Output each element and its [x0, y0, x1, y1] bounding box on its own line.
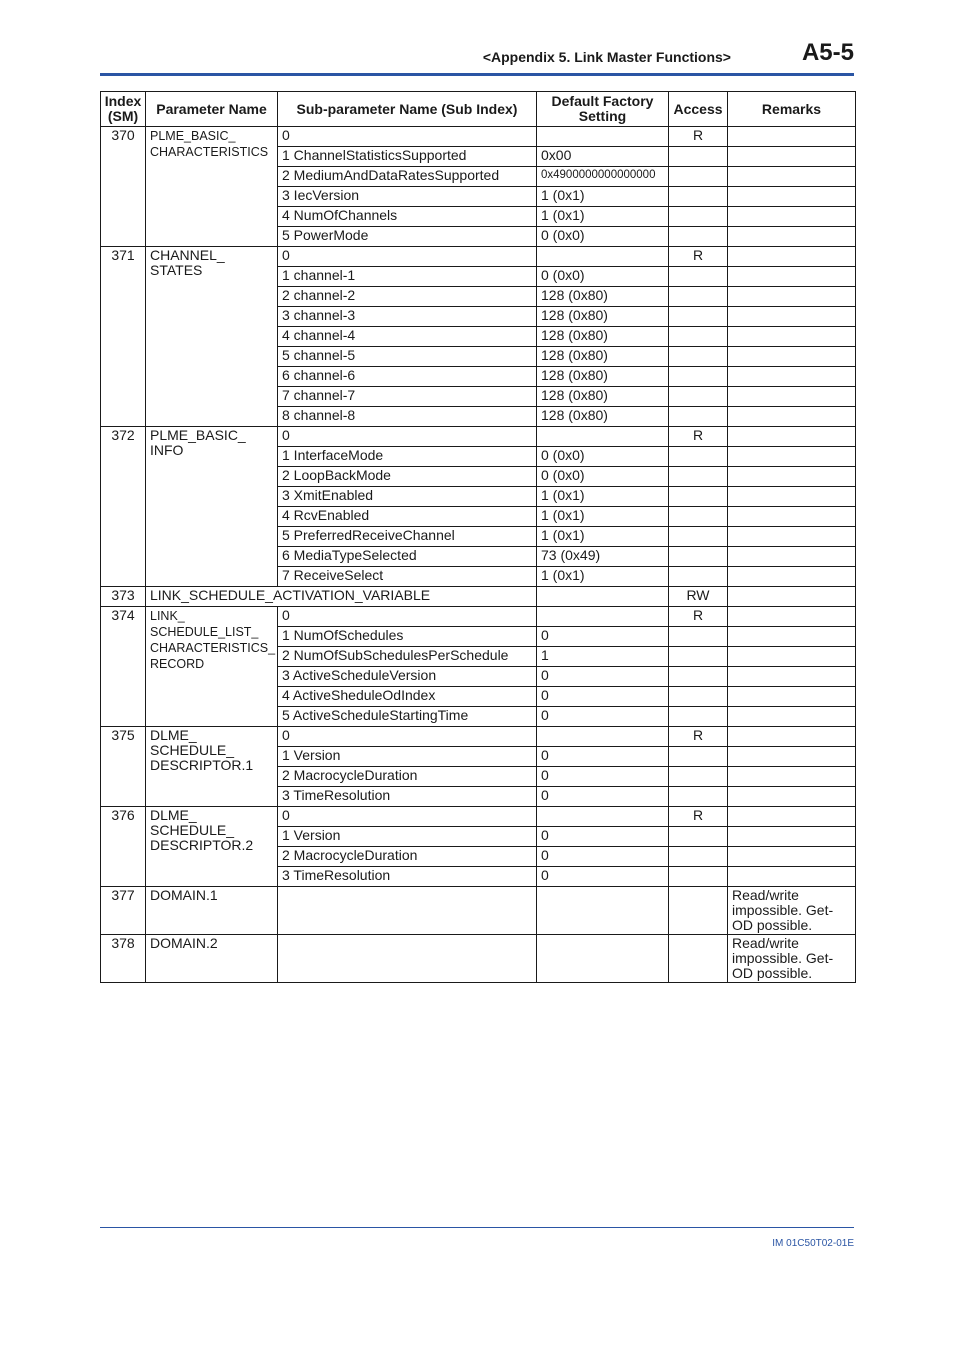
- sub-parameter-cell: 0: [278, 807, 537, 827]
- sub-parameter-cell: 0: [278, 727, 537, 747]
- sub-parameter-cell: 6 MediaTypeSelected: [278, 547, 537, 567]
- sub-parameter-cell: 3 TimeResolution: [278, 787, 537, 807]
- index-cell: 377: [101, 887, 146, 935]
- default-setting-cell: [537, 127, 669, 147]
- default-setting-cell: 0: [537, 847, 669, 867]
- sub-parameter-cell: 4 ActiveSheduleOdIndex: [278, 687, 537, 707]
- index-cell: 378: [101, 935, 146, 983]
- remarks-cell: [728, 287, 856, 307]
- default-setting-cell: 0x4900000000000000: [537, 167, 669, 187]
- default-setting-cell: 0: [537, 767, 669, 787]
- index-cell: 373: [101, 587, 146, 607]
- remarks-cell: [728, 647, 856, 667]
- table-row: [101, 887, 856, 935]
- default-setting-cell: 0 (0x0): [537, 227, 669, 247]
- sub-parameter-cell: 2 MacrocycleDuration: [278, 767, 537, 787]
- parameter-table: [100, 91, 856, 983]
- index-cell: 371: [101, 247, 146, 427]
- sub-parameter-cell: 1 Version: [278, 747, 537, 767]
- parameter-name-cell: PLME_BASIC_ INFO: [146, 427, 278, 587]
- default-setting-cell: [537, 587, 669, 607]
- access-cell: [669, 887, 728, 935]
- default-setting-cell: 0x00: [537, 147, 669, 167]
- table-row: [101, 127, 856, 147]
- access-cell: R: [669, 807, 728, 827]
- access-cell: [669, 147, 728, 167]
- remarks-cell: [728, 667, 856, 687]
- access-cell: [669, 447, 728, 467]
- sub-parameter-cell: 5 PowerMode: [278, 227, 537, 247]
- access-cell: [669, 935, 728, 983]
- table-row: [101, 587, 856, 607]
- remarks-cell: Read/write impossible. Get-OD possible.: [728, 887, 856, 935]
- default-setting-cell: [537, 807, 669, 827]
- parameter-name-cell: LINK_SCHEDULE_ACTIVATION_VARIABLE: [146, 587, 537, 607]
- remarks-cell: [728, 187, 856, 207]
- remarks-cell: [728, 127, 856, 147]
- table-row: [101, 727, 856, 747]
- default-setting-cell: 0: [537, 747, 669, 767]
- remarks-cell: [728, 147, 856, 167]
- remarks-cell: [728, 807, 856, 827]
- parameter-name-cell: PLME_BASIC_ CHARACTERISTICS: [146, 127, 278, 247]
- default-setting-cell: [537, 727, 669, 747]
- sub-parameter-cell: 1 InterfaceMode: [278, 447, 537, 467]
- access-cell: R: [669, 427, 728, 447]
- remarks-cell: [728, 707, 856, 727]
- sub-parameter-cell: 7 channel-7: [278, 387, 537, 407]
- sub-parameter-cell: 8 channel-8: [278, 407, 537, 427]
- access-cell: R: [669, 127, 728, 147]
- access-cell: [669, 307, 728, 327]
- remarks-cell: [728, 747, 856, 767]
- access-cell: [669, 327, 728, 347]
- sub-parameter-cell: [278, 935, 537, 983]
- remarks-cell: [728, 687, 856, 707]
- access-cell: [669, 767, 728, 787]
- index-cell: 375: [101, 727, 146, 807]
- access-cell: [669, 487, 728, 507]
- column-header-parameter-name: Parameter Name: [146, 92, 278, 127]
- default-setting-cell: 128 (0x80): [537, 307, 669, 327]
- default-setting-cell: 128 (0x80): [537, 367, 669, 387]
- table-row: [101, 607, 856, 627]
- remarks-cell: [728, 527, 856, 547]
- access-cell: R: [669, 607, 728, 627]
- default-setting-cell: 0 (0x0): [537, 467, 669, 487]
- default-setting-cell: 0: [537, 667, 669, 687]
- sub-parameter-cell: 2 channel-2: [278, 287, 537, 307]
- table-header: [101, 92, 856, 127]
- page-header: [100, 40, 854, 76]
- column-header-remarks: Remarks: [728, 92, 856, 127]
- default-setting-cell: 1 (0x1): [537, 507, 669, 527]
- table-row: [101, 427, 856, 447]
- access-cell: [669, 187, 728, 207]
- access-cell: [669, 207, 728, 227]
- default-setting-cell: 128 (0x80): [537, 387, 669, 407]
- default-setting-cell: 128 (0x80): [537, 327, 669, 347]
- access-cell: [669, 167, 728, 187]
- default-setting-cell: 0: [537, 827, 669, 847]
- sub-parameter-cell: 3 channel-3: [278, 307, 537, 327]
- access-cell: [669, 747, 728, 767]
- remarks-cell: [728, 567, 856, 587]
- sub-parameter-cell: 1 NumOfSchedules: [278, 627, 537, 647]
- sub-parameter-cell: 1 ChannelStatisticsSupported: [278, 147, 537, 167]
- access-cell: R: [669, 727, 728, 747]
- sub-parameter-cell: 5 ActiveScheduleStartingTime: [278, 707, 537, 727]
- default-setting-cell: 73 (0x49): [537, 547, 669, 567]
- access-cell: [669, 387, 728, 407]
- default-setting-cell: [537, 247, 669, 267]
- default-setting-cell: 128 (0x80): [537, 407, 669, 427]
- sub-parameter-cell: 2 MediumAndDataRatesSupported: [278, 167, 537, 187]
- access-cell: [669, 847, 728, 867]
- access-cell: [669, 827, 728, 847]
- sub-parameter-cell: 5 channel-5: [278, 347, 537, 367]
- access-cell: [669, 347, 728, 367]
- index-cell: 370: [101, 127, 146, 247]
- default-setting-cell: 0: [537, 627, 669, 647]
- default-setting-cell: 0: [537, 707, 669, 727]
- access-cell: [669, 407, 728, 427]
- remarks-cell: [728, 787, 856, 807]
- remarks-cell: [728, 487, 856, 507]
- table-row: [101, 247, 856, 267]
- sub-parameter-cell: 0: [278, 127, 537, 147]
- access-cell: [669, 227, 728, 247]
- remarks-cell: [728, 167, 856, 187]
- remarks-cell: [728, 407, 856, 427]
- parameter-name-cell: DOMAIN.2: [146, 935, 278, 983]
- sub-parameter-cell: 5 PreferredReceiveChannel: [278, 527, 537, 547]
- sub-parameter-cell: 4 RcvEnabled: [278, 507, 537, 527]
- access-cell: [669, 527, 728, 547]
- remarks-cell: [728, 307, 856, 327]
- sub-parameter-cell: 3 IecVersion: [278, 187, 537, 207]
- default-setting-cell: [537, 935, 669, 983]
- remarks-cell: [728, 727, 856, 747]
- sub-parameter-cell: 6 channel-6: [278, 367, 537, 387]
- sub-parameter-cell: 0: [278, 607, 537, 627]
- remarks-cell: [728, 327, 856, 347]
- parameter-name-cell: CHANNEL_ STATES: [146, 247, 278, 427]
- default-setting-cell: [537, 887, 669, 935]
- default-setting-cell: 1: [537, 647, 669, 667]
- remarks-cell: [728, 607, 856, 627]
- access-cell: [669, 667, 728, 687]
- default-setting-cell: 0 (0x0): [537, 447, 669, 467]
- sub-parameter-cell: 2 NumOfSubSchedulesPerSchedule: [278, 647, 537, 667]
- column-header-access: Access: [669, 92, 728, 127]
- table-row: [101, 935, 856, 983]
- access-cell: RW: [669, 587, 728, 607]
- sub-parameter-cell: 2 LoopBackMode: [278, 467, 537, 487]
- access-cell: [669, 287, 728, 307]
- default-setting-cell: 128 (0x80): [537, 287, 669, 307]
- access-cell: [669, 507, 728, 527]
- remarks-cell: [728, 267, 856, 287]
- access-cell: [669, 627, 728, 647]
- remarks-cell: [728, 847, 856, 867]
- sub-parameter-cell: 1 channel-1: [278, 267, 537, 287]
- default-setting-cell: [537, 607, 669, 627]
- sub-parameter-cell: 7 ReceiveSelect: [278, 567, 537, 587]
- default-setting-cell: 0 (0x0): [537, 267, 669, 287]
- default-setting-cell: 0: [537, 867, 669, 887]
- sub-parameter-cell: 3 ActiveScheduleVersion: [278, 667, 537, 687]
- sub-parameter-cell: 4 NumOfChannels: [278, 207, 537, 227]
- remarks-cell: [728, 467, 856, 487]
- remarks-cell: [728, 547, 856, 567]
- default-setting-cell: 1 (0x1): [537, 207, 669, 227]
- column-header-sub-parameter: Sub-parameter Name (Sub Index): [278, 92, 537, 127]
- access-cell: [669, 707, 728, 727]
- default-setting-cell: 1 (0x1): [537, 567, 669, 587]
- default-setting-cell: 1 (0x1): [537, 487, 669, 507]
- index-cell: 376: [101, 807, 146, 887]
- remarks-cell: [728, 587, 856, 607]
- sub-parameter-cell: 2 MacrocycleDuration: [278, 847, 537, 867]
- sub-parameter-cell: 3 TimeResolution: [278, 867, 537, 887]
- access-cell: [669, 567, 728, 587]
- index-cell: 372: [101, 427, 146, 587]
- sub-parameter-cell: [278, 887, 537, 935]
- access-cell: [669, 647, 728, 667]
- column-header-index: Index (SM): [101, 92, 146, 127]
- access-cell: R: [669, 247, 728, 267]
- remarks-cell: [728, 447, 856, 467]
- remarks-cell: [728, 347, 856, 367]
- remarks-cell: [728, 507, 856, 527]
- parameter-name-cell: LINK_ SCHEDULE_LIST_ CHARACTERISTICS_ RECORD: [146, 607, 278, 727]
- column-header-default-setting: Default Factory Setting: [537, 92, 669, 127]
- remarks-cell: Read/write impossible. Get-OD possible.: [728, 935, 856, 983]
- document-code: IM 01C50T02-01E: [772, 1238, 854, 1249]
- access-cell: [669, 787, 728, 807]
- remarks-cell: [728, 367, 856, 387]
- remarks-cell: [728, 867, 856, 887]
- default-setting-cell: 0: [537, 687, 669, 707]
- sub-parameter-cell: 1 Version: [278, 827, 537, 847]
- page-number: A5-5: [801, 39, 854, 66]
- access-cell: [669, 467, 728, 487]
- sub-parameter-cell: 0: [278, 247, 537, 267]
- access-cell: [669, 267, 728, 287]
- default-setting-cell: 1 (0x1): [537, 187, 669, 207]
- parameter-name-cell: DOMAIN.1: [146, 887, 278, 935]
- access-cell: [669, 687, 728, 707]
- remarks-cell: [728, 827, 856, 847]
- parameter-name-cell: DLME_ SCHEDULE_ DESCRIPTOR.2: [146, 807, 278, 887]
- remarks-cell: [728, 207, 856, 227]
- remarks-cell: [728, 387, 856, 407]
- header-rule: [100, 73, 854, 76]
- access-cell: [669, 547, 728, 567]
- remarks-cell: [728, 227, 856, 247]
- header-row: [101, 92, 856, 127]
- access-cell: [669, 367, 728, 387]
- footer-rule: [100, 1227, 854, 1228]
- default-setting-cell: [537, 427, 669, 447]
- remarks-cell: [728, 247, 856, 267]
- parameter-name-cell: DLME_ SCHEDULE_ DESCRIPTOR.1: [146, 727, 278, 807]
- access-cell: [669, 867, 728, 887]
- default-setting-cell: 128 (0x80): [537, 347, 669, 367]
- default-setting-cell: 0: [537, 787, 669, 807]
- table-row: [101, 807, 856, 827]
- sub-parameter-cell: 3 XmitEnabled: [278, 487, 537, 507]
- default-setting-cell: 1 (0x1): [537, 527, 669, 547]
- remarks-cell: [728, 627, 856, 647]
- sub-parameter-cell: 4 channel-4: [278, 327, 537, 347]
- sub-parameter-cell: 0: [278, 427, 537, 447]
- section-title: <Appendix 5. Link Master Functions>: [482, 49, 731, 65]
- remarks-cell: [728, 767, 856, 787]
- index-cell: 374: [101, 607, 146, 727]
- table-body: [101, 127, 856, 983]
- remarks-cell: [728, 427, 856, 447]
